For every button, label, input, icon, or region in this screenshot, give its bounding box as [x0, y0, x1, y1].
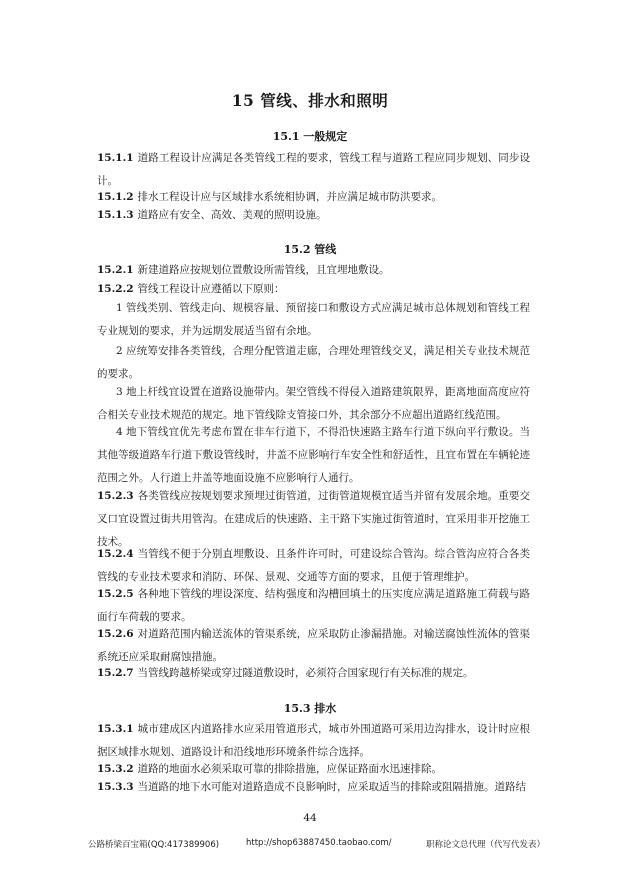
chapter-title: 15 管线、排水和照明 [231, 91, 389, 110]
clause-number: 15.2.5 [97, 588, 134, 600]
clause-number: 15.2.1 [97, 264, 134, 276]
clause-15-2-2-item-2: 2 应统筹安排各类管线，合理分配管道走廊，合理处理管线交叉，满足相关专业技术规范的要求。 [97, 345, 530, 380]
clause-text: 道路的地面水必须采取可靠的排除措施，应保证路面水迅速排除。 [137, 763, 443, 775]
clause-15-2-2-item-3: 3 地上杆线宜设置在道路设施带内。架空管线不得侵入道路建筑限界，距离地面高度应符合相关专业技术规范的规定。地下管线除支管接口外，其余部分不应超出道路红线范围。 [97, 386, 530, 421]
page-number: 44 [303, 812, 317, 824]
clause-text: 对道路范围内输送流体的管渠系统，应采取防止渗漏措施。对输送腐蚀性流体的管渠系统还应采取耐腐蚀措施。 [97, 628, 530, 663]
clause-text: 新建道路应按规划位置敷设所需管线，且宜埋地敷设。 [137, 264, 390, 276]
clause-number: 15.2.4 [97, 548, 134, 560]
section-title-15-1: 15.1 一般规定 [272, 130, 348, 143]
clause-text: 道路应有安全、高效、美观的照明设施。 [137, 209, 327, 221]
clause-number: 15.1.2 [97, 191, 134, 203]
clause-text: 各类管线应按规划要求预埋过街管道，过街管道规模宜适当并留有发展余地。重要交叉口宜设置过街共用管沟。在建成后的快速路、主干路下实施过街管道时，宜采用非开挖施工技术。 [97, 490, 530, 548]
footer-url[interactable]: http://shop63887450.taobao.com/ [246, 838, 392, 848]
clause-text: 城市建成区内道路排水应采用管道形式，城市外围道路可采用边沟排水，设计时应根据区域排水规划、道路设计和沿线地形环境条件综合选择。 [97, 723, 530, 758]
clause-number: 15.1.3 [97, 209, 134, 221]
clause-number: 15.1.1 [97, 152, 134, 164]
clause-number: 15.2.7 [97, 667, 134, 679]
clause-text: 排水工程设计应与区域排水系统相协调，并应满足城市防洪要求。 [137, 191, 443, 203]
clause-text: 管线工程设计应遵循以下原则： [137, 283, 285, 295]
clause-15-3-3 [97, 776, 530, 799]
footer-left: 公路桥梁百宝箱(QQ:417389906) [88, 840, 220, 850]
clause-text: 当管线跨越桥梁或穿过隧道敷设时，必须符合国家现行有关标准的规定。 [137, 667, 474, 679]
clause-text: 道路工程设计应满足各类管线工程的要求，管线工程与道路工程应同步规划、同步设计。 [97, 152, 530, 187]
clause-15-2-2-item-1: 1 管线类别、管线走向、规模容量、预留接口和敷设方式应满足城市总体规划和管线工程专业规划的要求，并为远期发展适当留有余地。 [97, 302, 530, 337]
clause-text: 各种地下管线的埋设深度、结构强度和沟槽回填土的压实度应满足道路施工荷载与路面行车荷载的要求。 [97, 588, 530, 623]
clause-number: 15.3.3 [97, 781, 134, 793]
clause-text: 当道路的地下水可能对道路造成不良影响时，应采取适当的排除或阻隔措施。道路结 [137, 781, 527, 793]
clause-15-1-3 [97, 204, 530, 227]
clause-15-2-7 [97, 662, 530, 685]
clause-number: 15.2.6 [97, 628, 134, 640]
clause-number: 15.2.3 [97, 490, 134, 502]
section-title-15-2: 15.2 管线 [283, 243, 337, 256]
section-title-15-3: 15.3 排水 [283, 702, 337, 715]
clause-text: 当管线不便于分别直埋敷设、且条件许可时，可建设综合管沟。综合管沟应符合各类管线的专业技术要求和消防、环保、景观、交通等方面的要求，且便于管理维护。 [97, 548, 530, 583]
clause-number: 15.3.2 [97, 763, 134, 775]
footer-right: 职称论文总代理（代写代发表） [426, 840, 546, 850]
clause-15-2-2-item-4: 4 地下管线宜优先考虑布置在非车行道下，不得沿快速路主路车行道下纵向平行敷设。当其他等级道路车行道下敷设管线时，井盖不应影响行车安全性和舒适性，且宜布置在车辆轮迹范围之外。人行道上井盖等地面设施不应影响行人通行。 [97, 426, 530, 484]
clause-number: 15.3.1 [97, 723, 134, 735]
clause-number: 15.2.2 [97, 283, 134, 295]
